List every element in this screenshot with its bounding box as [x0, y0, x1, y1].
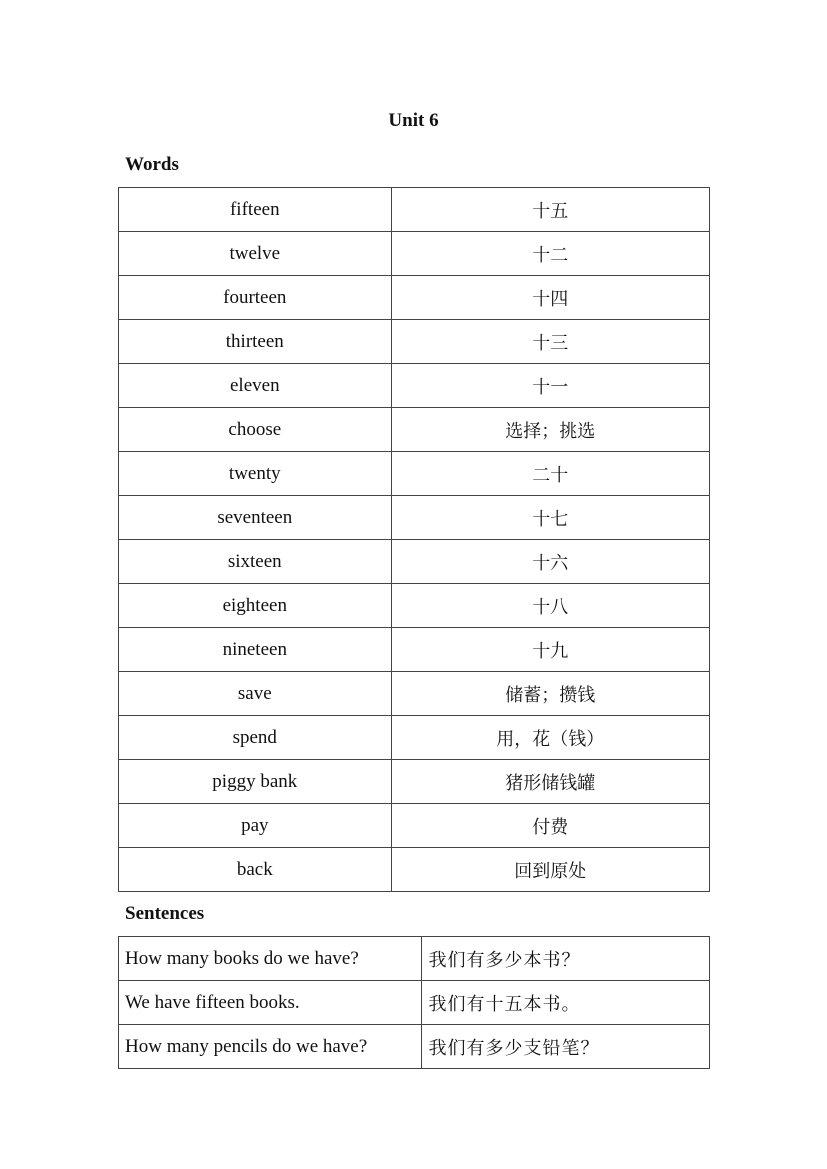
word-chinese: 十九 [391, 628, 709, 672]
table-row [119, 408, 710, 452]
table-row [119, 320, 710, 364]
page-title: Unit 6 [388, 110, 439, 131]
table-row [119, 540, 710, 584]
sentence-english: How many pencils do we have? [119, 1025, 422, 1069]
table-row [119, 188, 710, 232]
word-chinese: 十六 [391, 540, 709, 584]
table-row [119, 628, 710, 672]
word-english: spend [119, 716, 392, 760]
table-row [119, 496, 710, 540]
table-row [119, 716, 710, 760]
table-row [119, 1025, 710, 1069]
sentences-heading: Sentences [125, 903, 205, 924]
word-chinese: 回到原处 [391, 848, 709, 892]
word-english: thirteen [119, 320, 392, 364]
word-chinese: 选择；挑选 [391, 408, 709, 452]
word-english: twelve [119, 232, 392, 276]
word-chinese: 十三 [391, 320, 709, 364]
word-english: eighteen [119, 584, 392, 628]
word-english: piggy bank [119, 760, 392, 804]
table-row [119, 364, 710, 408]
words-table [118, 187, 710, 892]
table-row [119, 672, 710, 716]
word-chinese: 二十 [391, 452, 709, 496]
sentences-table [118, 936, 710, 1069]
sentence-english: We have fifteen books. [119, 981, 422, 1025]
table-row [119, 232, 710, 276]
table-row [119, 584, 710, 628]
table-row [119, 760, 710, 804]
sentence-chinese: 我们有多少本书？ [422, 937, 710, 981]
words-heading: Words [125, 154, 179, 175]
table-row [119, 937, 710, 981]
word-chinese: 十一 [391, 364, 709, 408]
word-chinese: 储蓄；攒钱 [391, 672, 709, 716]
sentence-chinese: 我们有十五本书。 [422, 981, 710, 1025]
word-english: nineteen [119, 628, 392, 672]
word-english: fifteen [119, 188, 392, 232]
sentence-english: How many books do we have? [119, 937, 422, 981]
sentence-chinese: 我们有多少支铅笔？ [422, 1025, 710, 1069]
word-english: eleven [119, 364, 392, 408]
word-english: twenty [119, 452, 392, 496]
word-chinese: 十二 [391, 232, 709, 276]
word-english: save [119, 672, 392, 716]
word-english: fourteen [119, 276, 392, 320]
table-row [119, 981, 710, 1025]
word-chinese: 十七 [391, 496, 709, 540]
word-english: pay [119, 804, 392, 848]
word-english: back [119, 848, 392, 892]
word-chinese: 十五 [391, 188, 709, 232]
word-english: sixteen [119, 540, 392, 584]
word-chinese: 十四 [391, 276, 709, 320]
word-chinese: 十八 [391, 584, 709, 628]
word-chinese: 用，花（钱） [391, 716, 709, 760]
word-english: seventeen [119, 496, 392, 540]
word-english: choose [119, 408, 392, 452]
table-row [119, 452, 710, 496]
table-row [119, 276, 710, 320]
word-chinese: 猪形储钱罐 [391, 760, 709, 804]
table-row [119, 804, 710, 848]
word-chinese: 付费 [391, 804, 709, 848]
table-row [119, 848, 710, 892]
